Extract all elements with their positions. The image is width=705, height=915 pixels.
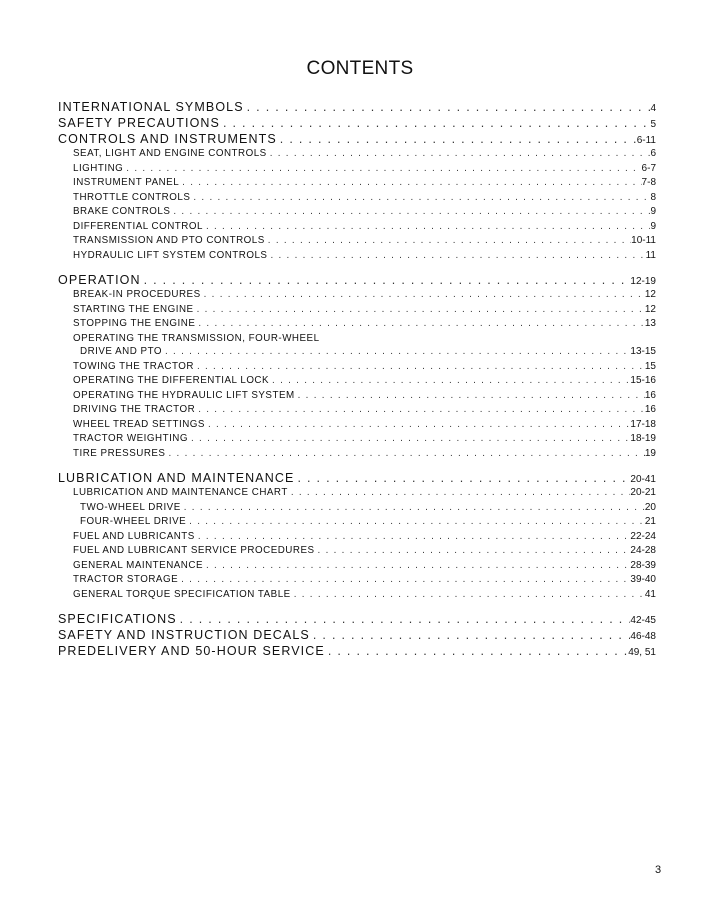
dot-leader <box>269 375 630 386</box>
dot-leader <box>170 206 650 217</box>
toc-entry-label: PREDELIVERY AND 50-HOUR SERVICE <box>58 644 325 658</box>
toc-entry-label: DIFFERENTIAL CONTROL <box>73 220 203 232</box>
dot-leader <box>188 433 630 444</box>
dot-leader <box>205 419 630 430</box>
toc-subentry <box>58 487 656 502</box>
toc-entry-label: BREAK-IN PROCEDURES <box>73 289 201 300</box>
toc-subentry <box>58 433 656 448</box>
toc-subentry <box>58 404 656 419</box>
toc-entry-label: HYDRAULIC LIFT SYSTEM CONTROLS <box>73 249 268 261</box>
toc-entry-page: 12-19 <box>630 276 656 287</box>
toc-entry-label: INSTRUMENT PANEL <box>73 177 180 188</box>
toc-entry-page: 15 <box>644 360 656 372</box>
toc-entry-page: 9 <box>650 206 656 217</box>
toc-subentry <box>58 304 656 319</box>
dot-leader <box>179 177 641 188</box>
toc-entry-label: LUBRICATION AND MAINTENANCE CHART <box>73 487 288 498</box>
toc-entry-page: 16 <box>644 404 656 415</box>
dot-leader <box>186 516 645 527</box>
toc-entry-page: 13 <box>644 318 656 329</box>
toc-entry-label: OPERATING THE HYDRAULIC LIFT SYSTEM <box>73 389 295 401</box>
toc-subentry <box>58 574 656 589</box>
dot-leader <box>195 531 631 542</box>
toc-entry-label: OPERATION <box>58 273 141 287</box>
dot-leader <box>295 390 645 401</box>
toc-entry-page: 5 <box>650 119 656 130</box>
toc-subentry <box>58 221 656 236</box>
toc-subentry <box>58 318 656 333</box>
toc-entry-label: LUBRICATION AND MAINTENANCE <box>58 471 295 485</box>
toc-subentry <box>58 250 656 265</box>
toc-subentry <box>58 235 656 250</box>
dot-leader <box>194 304 645 315</box>
toc-entry-label: SEAT, LIGHT AND ENGINE CONTROLS <box>73 148 267 159</box>
toc-subentry <box>58 361 656 376</box>
toc-entry-label: TIRE PRESSURES <box>73 447 166 459</box>
toc-subentry <box>58 192 656 207</box>
toc-entry-page: 21 <box>644 516 656 527</box>
toc-entry-page: 10-11 <box>631 235 656 246</box>
toc-entry-label: DRIVE AND PTO <box>80 346 162 357</box>
dot-leader <box>201 289 645 300</box>
dot-leader <box>190 192 650 203</box>
toc-entry-page: 12 <box>644 289 656 300</box>
dot-leader <box>194 361 645 372</box>
toc-section-entry <box>58 273 656 289</box>
toc-subentry <box>58 448 656 463</box>
toc-entry-label: STOPPING THE ENGINE <box>73 318 196 329</box>
toc-entry-page: 9 <box>650 220 656 232</box>
toc-entry-label: TRACTOR WEIGHTING <box>73 433 188 444</box>
toc-entry-label: SAFETY PRECAUTIONS <box>58 116 220 130</box>
dot-leader <box>123 163 641 174</box>
toc-subentry <box>58 516 656 531</box>
toc-entry-label: INTERNATIONAL SYMBOLS <box>58 100 244 114</box>
dot-leader <box>267 148 651 159</box>
toc-entry-page: 6 <box>650 148 656 159</box>
section-gap <box>58 264 656 273</box>
section-gap <box>58 603 656 612</box>
toc-entry-page: 17-18 <box>630 418 656 430</box>
table-of-contents <box>58 100 656 660</box>
toc-subentry <box>58 531 656 546</box>
toc-subentry <box>58 346 656 361</box>
dot-leader <box>267 250 645 261</box>
toc-entry-page: 41 <box>644 588 656 600</box>
section-gap <box>58 462 656 471</box>
toc-entry-page: 42-45 <box>630 615 656 626</box>
toc-entry-page: 6-7 <box>641 162 656 174</box>
toc-subentry <box>58 502 656 517</box>
toc-entry-page: 6-11 <box>636 135 656 146</box>
toc-entry-label: BRAKE CONTROLS <box>73 206 171 217</box>
toc-entry-label: TRACTOR STORAGE <box>73 574 179 585</box>
dot-leader <box>310 628 631 642</box>
toc-subentry <box>58 589 656 604</box>
toc-entry-label: TOWING THE TRACTOR <box>73 360 194 372</box>
dot-leader <box>141 273 631 287</box>
dot-leader <box>288 487 631 498</box>
toc-entry-label: DRIVING THE TRACTOR <box>73 404 196 415</box>
toc-subentry <box>58 289 656 304</box>
toc-subentry <box>58 560 656 575</box>
toc-entry-page: 8 <box>650 191 656 203</box>
toc-subentry <box>58 177 656 192</box>
dot-leader <box>244 100 651 114</box>
page-number: 3 <box>655 864 662 876</box>
toc-section-entry <box>58 471 656 487</box>
toc-subentry <box>58 390 656 405</box>
dot-leader <box>294 471 630 485</box>
toc-entry-label: OPERATING THE TRANSMISSION, FOUR-WHEEL <box>73 332 320 344</box>
dot-leader <box>277 132 637 146</box>
toc-subentry <box>58 163 656 178</box>
toc-entry-label: FOUR-WHEEL DRIVE <box>80 516 187 527</box>
toc-entry-page: 46-48 <box>630 631 656 642</box>
dot-leader <box>181 502 645 513</box>
toc-subentry <box>58 148 656 163</box>
toc-entry-page: 13-15 <box>630 346 656 357</box>
dot-leader <box>220 116 650 130</box>
dot-leader <box>315 545 631 556</box>
toc-subentry <box>58 375 656 390</box>
toc-entry-page: 19 <box>644 447 656 459</box>
toc-section-entry <box>58 100 656 116</box>
toc-entry-page: 24-28 <box>630 545 656 556</box>
toc-subentry <box>58 333 656 347</box>
dot-leader <box>203 560 630 571</box>
dot-leader <box>195 404 645 415</box>
toc-subentry <box>58 419 656 434</box>
toc-subentry <box>58 545 656 560</box>
toc-entry-page: 4 <box>650 103 656 114</box>
dot-leader <box>265 235 631 246</box>
dot-leader <box>291 589 645 600</box>
toc-entry-label: GENERAL MAINTENANCE <box>73 559 203 571</box>
toc-entry-page: 49, 51 <box>628 647 656 658</box>
dot-leader <box>178 574 630 585</box>
toc-entry-page: 7-8 <box>641 177 656 188</box>
toc-entry-label: FUEL AND LUBRICANTS <box>73 530 195 542</box>
toc-entry-label: THROTTLE CONTROLS <box>73 191 191 203</box>
toc-entry-label: WHEEL TREAD SETTINGS <box>73 418 205 430</box>
dot-leader <box>195 318 645 329</box>
toc-entry-label: FUEL AND LUBRICANT SERVICE PROCEDURES <box>73 545 315 556</box>
toc-entry-page: 20 <box>644 501 656 513</box>
toc-section-entry <box>58 116 656 132</box>
toc-entry-page: 18-19 <box>630 433 656 444</box>
toc-entry-label: SAFETY AND INSTRUCTION DECALS <box>58 628 310 642</box>
toc-entry-page: 39-40 <box>630 574 656 585</box>
toc-entry-page: 15-16 <box>630 375 656 386</box>
toc-entry-label: TWO-WHEEL DRIVE <box>80 501 181 513</box>
toc-section-entry <box>58 612 656 628</box>
toc-entry-label: LIGHTING <box>73 162 124 174</box>
dot-leader <box>162 346 630 357</box>
toc-entry-page: 12 <box>644 303 656 315</box>
page-title: CONTENTS <box>306 58 414 79</box>
toc-section-entry <box>58 132 656 148</box>
toc-entry-page: 16 <box>644 389 656 401</box>
toc-entry-page: 20-41 <box>630 474 656 485</box>
dot-leader <box>165 448 644 459</box>
toc-section-entry <box>58 644 656 660</box>
toc-entry-label: SPECIFICATIONS <box>58 612 177 626</box>
toc-entry-label: CONTROLS AND INSTRUMENTS <box>58 132 277 146</box>
toc-entry-label: OPERATING THE DIFFERENTIAL LOCK <box>73 375 270 386</box>
toc-entry-label: TRANSMISSION AND PTO CONTROLS <box>73 235 265 246</box>
toc-entry-page: 11 <box>645 249 656 261</box>
toc-subentry <box>58 206 656 221</box>
toc-entry-label: GENERAL TORQUE SPECIFICATION TABLE <box>73 588 291 600</box>
toc-entry-page: 22-24 <box>630 530 656 542</box>
dot-leader <box>325 644 628 658</box>
toc-entry-label: STARTING THE ENGINE <box>73 303 194 315</box>
toc-section-entry <box>58 628 656 644</box>
toc-entry-page: 20-21 <box>630 487 656 498</box>
toc-entry-page: 28-39 <box>630 559 656 571</box>
dot-leader <box>177 612 631 626</box>
dot-leader <box>203 221 651 232</box>
